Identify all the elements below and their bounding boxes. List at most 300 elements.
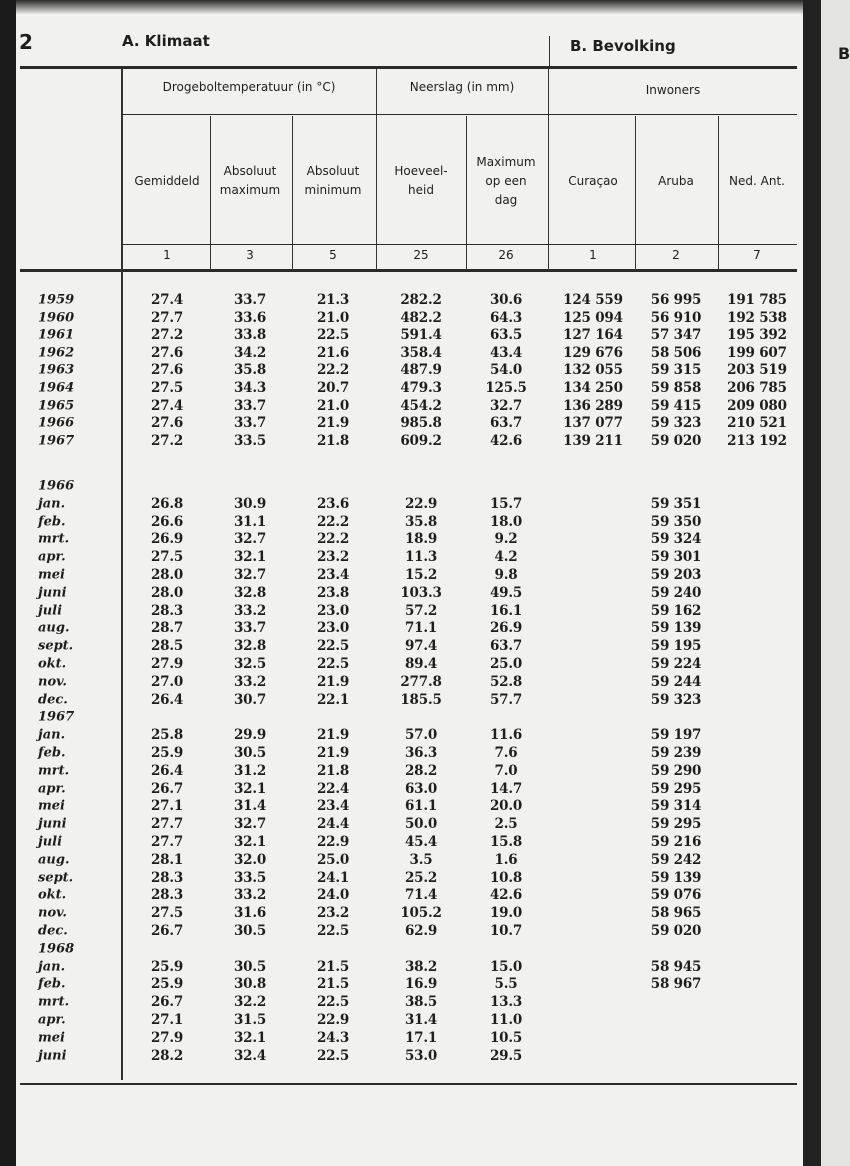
table-cell: 26.6 bbox=[150, 513, 184, 530]
header-bottom-rule bbox=[20, 269, 797, 272]
table-cell: 59 295 bbox=[650, 816, 702, 833]
table-cell: 27.5 bbox=[150, 549, 184, 566]
table-cell: 59 315 bbox=[650, 362, 702, 379]
header-divider bbox=[292, 116, 293, 270]
table-cell: 22.5 bbox=[316, 638, 350, 655]
table-cell: 35.8 bbox=[404, 513, 438, 530]
table-cell: 56 910 bbox=[650, 309, 702, 326]
table-cell: 57.0 bbox=[404, 727, 438, 744]
table-cell: 10.5 bbox=[489, 1029, 523, 1046]
page-number: 2 bbox=[19, 30, 33, 54]
table-cell: 20.7 bbox=[316, 380, 350, 396]
table-cell: 22.1 bbox=[316, 691, 350, 708]
column-header: Absoluut maximum bbox=[219, 164, 281, 197]
table-cell: 22.9 bbox=[316, 834, 350, 850]
table-cell: 25.8 bbox=[150, 727, 184, 744]
table-cell: 31.6 bbox=[233, 905, 267, 922]
table-cell: 34.3 bbox=[233, 380, 267, 396]
table-cell: 23.8 bbox=[316, 584, 350, 601]
group-header-precipitation: Neerslag (in mm) bbox=[409, 80, 515, 94]
section-b-title: B. Bevolking bbox=[570, 37, 676, 55]
row-label: mei bbox=[38, 798, 65, 814]
table-cell: 9.8 bbox=[494, 567, 518, 583]
row-label: 1962 bbox=[38, 345, 75, 361]
table-cell: 28.3 bbox=[150, 887, 184, 904]
row-label: nov. bbox=[38, 905, 67, 921]
table-cell: 33.5 bbox=[233, 432, 267, 449]
table-cell: 35.8 bbox=[233, 362, 267, 379]
column-code: 1 bbox=[163, 248, 171, 262]
year-label: 1967 bbox=[38, 709, 75, 725]
table-cell: 58 967 bbox=[650, 976, 702, 993]
table-cell: 59 139 bbox=[650, 620, 702, 637]
table-cell: 27.4 bbox=[150, 292, 184, 308]
table-cell: 53.0 bbox=[404, 1047, 438, 1064]
row-label: apr. bbox=[38, 549, 66, 565]
table-cell: 15.8 bbox=[489, 834, 523, 850]
table-cell: 33.6 bbox=[233, 309, 267, 326]
table-cell: 137 077 bbox=[563, 415, 623, 432]
table-cell: 32.5 bbox=[233, 656, 267, 672]
table-cell: 31.4 bbox=[404, 1012, 438, 1028]
year-label: 1966 bbox=[38, 478, 75, 494]
table-cell: 32.7 bbox=[233, 816, 267, 833]
table-cell: 23.4 bbox=[316, 567, 350, 583]
table-cell: 21.8 bbox=[316, 432, 350, 449]
table-cell: 7.0 bbox=[494, 762, 518, 779]
column-header: Hoeveel- heid bbox=[394, 164, 448, 197]
header-divider bbox=[376, 69, 377, 270]
row-label: mrt. bbox=[38, 994, 70, 1010]
table-cell: 28.2 bbox=[150, 1047, 184, 1064]
table-cell: 21.9 bbox=[316, 415, 350, 432]
table-cell: 31.1 bbox=[233, 513, 267, 530]
table-cell: 59 323 bbox=[650, 415, 702, 432]
table-cell: 24.1 bbox=[316, 869, 350, 886]
table-cell: 56 995 bbox=[650, 292, 702, 308]
table-cell: 32.1 bbox=[233, 834, 267, 850]
table-cell: 59 301 bbox=[650, 549, 702, 566]
row-label: okt. bbox=[38, 656, 67, 672]
row-label: dec. bbox=[38, 923, 68, 939]
table-cell: 14.7 bbox=[489, 780, 523, 797]
row-label: aug. bbox=[38, 620, 70, 636]
table-cell: 139 211 bbox=[563, 432, 623, 449]
header-divider bbox=[635, 116, 636, 270]
row-label: aug. bbox=[38, 852, 70, 868]
table-cell: 59 415 bbox=[650, 397, 702, 414]
row-label: 1963 bbox=[38, 362, 75, 378]
table-cell: 29.9 bbox=[233, 727, 267, 744]
column-code: 3 bbox=[246, 248, 254, 262]
binding-gutter bbox=[803, 0, 821, 1166]
table-cell: 11.6 bbox=[489, 727, 523, 744]
column-header: Curaçao bbox=[568, 173, 618, 188]
table-cell: 43.4 bbox=[489, 344, 523, 361]
table-cell: 487.9 bbox=[400, 362, 442, 379]
table-cell: 203 519 bbox=[727, 362, 787, 379]
column-code: 7 bbox=[753, 248, 761, 262]
table-cell: 59 244 bbox=[650, 673, 702, 690]
table-cell: 209 080 bbox=[727, 397, 787, 414]
table-cell: 28.2 bbox=[404, 762, 438, 779]
table-cell: 26.7 bbox=[150, 994, 184, 1011]
group-rule bbox=[122, 114, 797, 115]
table-cell: 27.6 bbox=[150, 415, 184, 432]
table-cell: 23.2 bbox=[316, 549, 350, 566]
table-cell: 277.8 bbox=[400, 673, 442, 690]
table-cell: 358.4 bbox=[400, 344, 442, 361]
table-cell: 185.5 bbox=[400, 691, 442, 708]
row-label: feb. bbox=[38, 514, 66, 530]
table-cell: 71.4 bbox=[404, 887, 438, 904]
table-cell: 30.7 bbox=[233, 691, 267, 708]
table-cell: 59 197 bbox=[650, 727, 702, 744]
table-cell: 21.9 bbox=[316, 745, 350, 761]
table-cell: 33.8 bbox=[233, 327, 267, 344]
table-cell: 50.0 bbox=[404, 816, 438, 833]
table-cell: 26.8 bbox=[150, 495, 184, 512]
table-cell: 59 203 bbox=[650, 567, 702, 583]
table-cell: 15.0 bbox=[489, 958, 523, 975]
table-cell: 21.5 bbox=[316, 958, 350, 975]
table-cell: 136 289 bbox=[563, 397, 623, 414]
group-header-inhabitants: Inwoners bbox=[645, 83, 701, 97]
table-cell: 28.1 bbox=[150, 851, 184, 868]
row-label: mei bbox=[38, 1030, 65, 1046]
table-cell: 213 192 bbox=[727, 432, 787, 449]
table-cell: 25.9 bbox=[150, 976, 184, 993]
table-cell: 199 607 bbox=[727, 344, 787, 361]
table-cell: 63.7 bbox=[489, 638, 523, 655]
table-cell: 22.4 bbox=[316, 780, 350, 797]
table-cell: 21.9 bbox=[316, 727, 350, 744]
table-cell: 7.6 bbox=[494, 745, 518, 761]
table-cell: 57 347 bbox=[650, 327, 702, 344]
table-cell: 191 785 bbox=[727, 292, 787, 308]
row-label: 1961 bbox=[38, 327, 75, 343]
table-cell: 27.4 bbox=[150, 397, 184, 414]
table-cell: 59 290 bbox=[650, 762, 702, 779]
table-cell: 28.0 bbox=[150, 567, 184, 583]
header-divider bbox=[718, 116, 719, 270]
table-cell: 26.7 bbox=[150, 923, 184, 939]
table-cell: 97.4 bbox=[404, 638, 438, 655]
table-cell: 30.8 bbox=[233, 976, 267, 993]
row-label: juni bbox=[38, 585, 67, 601]
table-cell: 31.2 bbox=[233, 762, 267, 779]
table-cell: 29.5 bbox=[489, 1047, 523, 1064]
table-cell: 26.7 bbox=[150, 780, 184, 797]
table-cell: 5.5 bbox=[494, 976, 518, 993]
table-cell: 59 216 bbox=[650, 834, 702, 850]
table-cell: 58 506 bbox=[650, 344, 702, 361]
table-cell: 32.2 bbox=[233, 994, 267, 1011]
table-cell: 22.5 bbox=[316, 1047, 350, 1064]
table-cell: 54.0 bbox=[489, 362, 523, 379]
table-cell: 479.3 bbox=[400, 380, 442, 396]
table-cell: 32.7 bbox=[233, 567, 267, 583]
page-top-shadow bbox=[0, 0, 850, 14]
row-label: feb. bbox=[38, 745, 66, 761]
table-cell: 22.9 bbox=[316, 1012, 350, 1028]
table-cell: 30.9 bbox=[233, 495, 267, 512]
next-page-letter: B bbox=[838, 44, 850, 63]
table-cell: 33.2 bbox=[233, 887, 267, 904]
table-cell: 127 164 bbox=[563, 327, 623, 344]
table-cell: 33.7 bbox=[233, 292, 267, 308]
table-cell: 30.5 bbox=[233, 958, 267, 975]
table-cell: 3.5 bbox=[409, 851, 433, 868]
row-label: 1967 bbox=[38, 433, 75, 449]
table-cell: 134 250 bbox=[563, 380, 623, 396]
table-cell: 33.7 bbox=[233, 415, 267, 432]
table-cell: 31.4 bbox=[233, 798, 267, 815]
top-rule bbox=[20, 66, 797, 69]
row-label: okt. bbox=[38, 887, 67, 903]
table-cell: 32.8 bbox=[233, 584, 267, 601]
table-cell: 9.2 bbox=[494, 531, 518, 548]
table-cell: 32.4 bbox=[233, 1047, 267, 1064]
code-rule bbox=[122, 244, 797, 245]
table-cell: 21.0 bbox=[316, 309, 350, 326]
row-label: apr. bbox=[38, 1012, 66, 1028]
table-cell: 26.9 bbox=[489, 620, 523, 637]
row-label: feb. bbox=[38, 976, 66, 992]
table-cell: 22.2 bbox=[316, 531, 350, 548]
table-cell: 59 224 bbox=[650, 656, 702, 672]
table-cell: 31.5 bbox=[233, 1012, 267, 1028]
table-cell: 32.1 bbox=[233, 1029, 267, 1046]
table-cell: 34.2 bbox=[233, 344, 267, 361]
row-label: juli bbox=[38, 603, 63, 619]
table-cell: 1.6 bbox=[494, 851, 518, 868]
table-cell: 282.2 bbox=[400, 292, 442, 308]
table-cell: 59 240 bbox=[650, 584, 702, 601]
header-divider bbox=[548, 69, 549, 270]
table-cell: 59 351 bbox=[650, 495, 702, 512]
table-cell: 33.7 bbox=[233, 397, 267, 414]
table-cell: 27.1 bbox=[150, 798, 184, 815]
table-cell: 57.7 bbox=[489, 691, 523, 708]
binding-edge-left bbox=[0, 0, 16, 1166]
table-cell: 27.6 bbox=[150, 362, 184, 379]
table-cell: 21.9 bbox=[316, 673, 350, 690]
row-label: juli bbox=[38, 834, 63, 850]
table-cell: 27.5 bbox=[150, 380, 184, 396]
table-cell: 59 020 bbox=[650, 923, 702, 939]
row-label: 1965 bbox=[38, 398, 75, 414]
row-label: mrt. bbox=[38, 531, 70, 547]
table-cell: 58 965 bbox=[650, 905, 702, 922]
table-cell: 33.7 bbox=[233, 620, 267, 637]
table-cell: 20.0 bbox=[489, 798, 523, 815]
table-cell: 591.4 bbox=[400, 327, 442, 344]
table-cell: 210 521 bbox=[727, 415, 787, 432]
table-cell: 22.5 bbox=[316, 327, 350, 344]
column-header: Maximum op een dag bbox=[476, 154, 536, 207]
table-cell: 13.3 bbox=[489, 994, 523, 1011]
table-cell: 22.5 bbox=[316, 656, 350, 672]
table-cell: 32.1 bbox=[233, 549, 267, 566]
table-cell: 58 945 bbox=[650, 958, 702, 975]
table-cell: 25.0 bbox=[489, 656, 523, 672]
table-cell: 26.4 bbox=[150, 691, 184, 708]
table-cell: 18.0 bbox=[489, 513, 523, 530]
table-cell: 125 094 bbox=[563, 309, 623, 326]
year-label: 1968 bbox=[38, 941, 75, 957]
table-cell: 21.3 bbox=[316, 292, 350, 308]
table-cell: 27.1 bbox=[150, 1012, 184, 1028]
table-cell: 11.3 bbox=[404, 549, 438, 566]
table-cell: 33.2 bbox=[233, 673, 267, 690]
table-cell: 32.8 bbox=[233, 638, 267, 655]
table-cell: 206 785 bbox=[727, 380, 787, 396]
table-cell: 42.6 bbox=[489, 887, 523, 904]
row-label: 1966 bbox=[38, 415, 75, 431]
table-cell: 63.7 bbox=[489, 415, 523, 432]
column-code: 2 bbox=[672, 248, 680, 262]
table-cell: 63.5 bbox=[489, 327, 523, 344]
table-cell: 125.5 bbox=[485, 380, 527, 396]
section-divider bbox=[549, 36, 550, 68]
table-cell: 26.4 bbox=[150, 762, 184, 779]
table-cell: 24.0 bbox=[316, 887, 350, 904]
table-cell: 17.1 bbox=[404, 1029, 438, 1046]
table-cell: 27.9 bbox=[150, 1029, 184, 1046]
table-cell: 28.3 bbox=[150, 869, 184, 886]
table-cell: 985.8 bbox=[400, 415, 442, 432]
table-cell: 129 676 bbox=[563, 344, 623, 361]
stub-divider bbox=[121, 69, 123, 1080]
table-cell: 23.0 bbox=[316, 602, 350, 619]
row-label: mei bbox=[38, 567, 65, 583]
row-label: 1964 bbox=[38, 380, 75, 396]
table-cell: 21.5 bbox=[316, 976, 350, 993]
table-cell: 23.0 bbox=[316, 620, 350, 637]
table-cell: 18.9 bbox=[404, 531, 438, 548]
table-cell: 28.0 bbox=[150, 584, 184, 601]
table-cell: 59 076 bbox=[650, 887, 702, 904]
table-cell: 23.6 bbox=[316, 495, 350, 512]
table-cell: 23.2 bbox=[316, 905, 350, 922]
table-cell: 454.2 bbox=[400, 397, 442, 414]
table-cell: 32.1 bbox=[233, 780, 267, 797]
table-cell: 28.7 bbox=[150, 620, 184, 637]
table-cell: 57.2 bbox=[404, 602, 438, 619]
table-cell: 61.1 bbox=[404, 798, 438, 815]
row-label: jan. bbox=[38, 727, 66, 743]
table-cell: 22.5 bbox=[316, 994, 350, 1011]
table-cell: 32.0 bbox=[233, 851, 267, 868]
table-cell: 24.4 bbox=[316, 816, 350, 833]
row-label: juni bbox=[38, 1048, 67, 1064]
table-cell: 23.4 bbox=[316, 798, 350, 815]
table-cell: 89.4 bbox=[404, 656, 438, 672]
table-cell: 15.7 bbox=[489, 495, 523, 512]
table-cell: 482.2 bbox=[400, 309, 442, 326]
table-cell: 4.2 bbox=[494, 549, 518, 566]
row-label: jan. bbox=[38, 496, 66, 512]
table-cell: 28.5 bbox=[150, 638, 184, 655]
table-cell: 59 162 bbox=[650, 602, 702, 619]
table-cell: 15.2 bbox=[404, 567, 438, 583]
table-cell: 62.9 bbox=[404, 923, 438, 939]
table-cell: 25.2 bbox=[404, 869, 438, 886]
table-cell: 25.9 bbox=[150, 745, 184, 761]
table-cell: 22.5 bbox=[316, 923, 350, 939]
table-cell: 52.8 bbox=[489, 673, 523, 690]
column-header: Ned. Ant. bbox=[729, 173, 785, 188]
table-cell: 59 323 bbox=[650, 691, 702, 708]
table-cell: 59 242 bbox=[650, 851, 702, 868]
column-header: Aruba bbox=[658, 173, 694, 188]
table-cell: 21.8 bbox=[316, 762, 350, 779]
table-cell: 21.6 bbox=[316, 344, 350, 361]
column-header: Gemiddeld bbox=[134, 173, 200, 188]
row-label: apr. bbox=[38, 781, 66, 797]
table-cell: 2.5 bbox=[494, 816, 518, 833]
table-cell: 32.7 bbox=[489, 397, 523, 414]
table-cell: 16.9 bbox=[404, 976, 438, 993]
next-page-edge bbox=[821, 0, 850, 1166]
section-a-title: A. Klimaat bbox=[122, 32, 210, 50]
table-cell: 59 195 bbox=[650, 638, 702, 655]
row-label: jan. bbox=[38, 959, 66, 975]
table-cell: 27.5 bbox=[150, 905, 184, 922]
table-cell: 64.3 bbox=[489, 309, 523, 326]
table-cell: 32.7 bbox=[233, 531, 267, 548]
table-cell: 24.3 bbox=[316, 1029, 350, 1046]
table-cell: 26.9 bbox=[150, 531, 184, 548]
row-label: dec. bbox=[38, 692, 68, 708]
column-code: 1 bbox=[589, 248, 597, 262]
table-cell: 132 055 bbox=[563, 362, 623, 379]
row-label: juni bbox=[38, 816, 67, 832]
table-cell: 59 239 bbox=[650, 745, 702, 761]
table-cell: 59 314 bbox=[650, 798, 702, 815]
table-cell: 36.3 bbox=[404, 745, 438, 761]
column-header: Absoluut minimum bbox=[304, 164, 362, 197]
table-cell: 103.3 bbox=[400, 584, 442, 601]
table-cell: 27.6 bbox=[150, 344, 184, 361]
table-cell: 21.0 bbox=[316, 397, 350, 414]
table-cell: 22.2 bbox=[316, 513, 350, 530]
table-cell: 22.2 bbox=[316, 362, 350, 379]
table-cell: 59 324 bbox=[650, 531, 702, 548]
table-cell: 38.2 bbox=[404, 958, 438, 975]
table-cell: 124 559 bbox=[563, 292, 623, 308]
table-cell: 27.9 bbox=[150, 656, 184, 672]
table-cell: 59 295 bbox=[650, 780, 702, 797]
table-cell: 63.0 bbox=[404, 780, 438, 797]
header-divider bbox=[466, 116, 467, 270]
table-cell: 42.6 bbox=[489, 432, 523, 449]
table-cell: 59 139 bbox=[650, 869, 702, 886]
group-header-temperature: Drogeboltemperatuur (in °C) bbox=[162, 80, 336, 94]
table-cell: 59 020 bbox=[650, 432, 702, 449]
column-code: 26 bbox=[498, 248, 514, 262]
row-label: sept. bbox=[38, 638, 74, 654]
table-cell: 27.7 bbox=[150, 816, 184, 833]
table-cell: 16.1 bbox=[489, 602, 523, 619]
row-label: 1960 bbox=[38, 310, 75, 326]
table-cell: 33.5 bbox=[233, 869, 267, 886]
table-cell: 10.8 bbox=[489, 869, 523, 886]
table-cell: 192 538 bbox=[727, 309, 787, 326]
table-cell: 27.7 bbox=[150, 834, 184, 850]
table-cell: 25.9 bbox=[150, 958, 184, 975]
